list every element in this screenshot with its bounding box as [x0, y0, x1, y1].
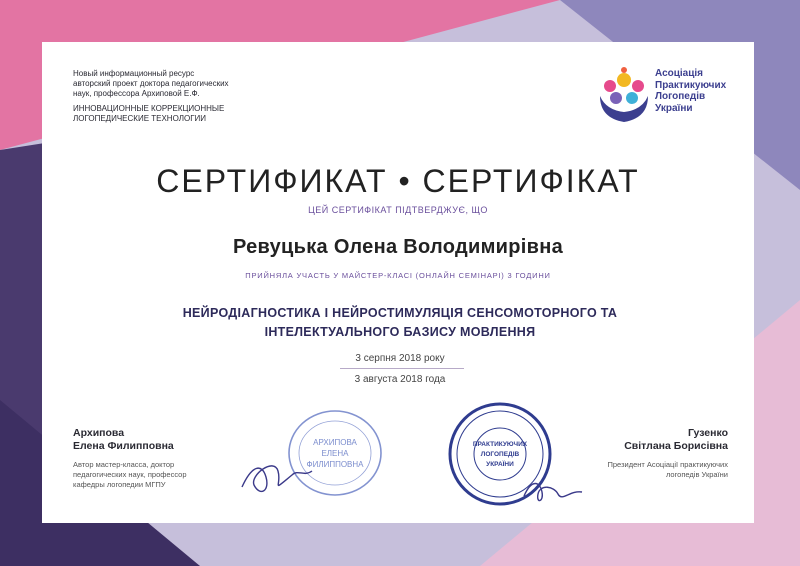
certificate-title: СЕРТИФИКАТ • СЕРТИФІКАТ: [156, 163, 640, 199]
role-line: логопедів України: [665, 470, 728, 479]
signatory-left-role: [73, 460, 253, 490]
signatory-left-name: [73, 427, 253, 453]
date-ukrainian: 3 серпня 2018 року: [355, 353, 445, 364]
recipient-name: Ревуцька Олена Володимирівна: [232, 236, 564, 258]
project-line: авторский проект доктора педагогических: [73, 79, 229, 88]
signatory-right-name: [560, 427, 728, 453]
date-divider: [340, 368, 464, 369]
project-line: Новый информационный ресурс: [73, 69, 195, 78]
certificate-subtitle: ЦЕЙ СЕРТИФІКАТ ПІДТВЕРДЖУЄ, ЩО: [308, 205, 488, 215]
svg-text:ПРАКТИКУЮЧИХ: ПРАКТИКУЮЧИХ: [472, 441, 528, 448]
svg-text:ЛОГОПЕДІВ: ЛОГОПЕДІВ: [480, 451, 520, 458]
stamp-left-icon: [240, 405, 390, 515]
role-line: кафедры логопедии МГПУ: [73, 480, 166, 489]
course-line: НЕЙРОДІАГНОСТИКА І НЕЙРОСТИМУЛЯЦІЯ СЕНСОМОТОРНОГО ТА: [182, 306, 618, 320]
role-line: Автор мастер-класса, доктор: [73, 460, 175, 469]
svg-text:АРХИПОВА: АРХИПОВА: [313, 438, 357, 447]
technology-line: ЛОГОПЕДИЧЕСКИЕ ТЕХНОЛОГИИ: [73, 114, 207, 123]
participation-text: ПРИЙНЯЛА УЧАСТЬ У МАЙСТЕР-КЛАСІ (ОНЛАЙН СЕМІНАРІ) 3 ГОДИНИ: [245, 271, 551, 280]
role-line: педагогических наук, профессор: [73, 470, 187, 479]
name-line: Архипова: [73, 427, 125, 439]
header-project-info: [73, 69, 333, 124]
project-line: наук, профессора Архиповой Е.Ф.: [73, 89, 200, 98]
course-line: ІНТЕЛЕКТУАЛЬНОГО БАЗИСУ МОВЛЕННЯ: [264, 325, 536, 339]
signatory-right-role: [540, 460, 728, 480]
technology-line: ИННОВАЦИОННЫЕ КОРРЕКЦИОННЫЕ: [73, 104, 225, 113]
course-title: [120, 304, 680, 342]
svg-text:УКРАЇНИ: УКРАЇНИ: [486, 461, 514, 468]
name-line: Елена Филипповна: [73, 440, 174, 452]
name-line: Світлана Борисівна: [624, 440, 728, 452]
logo-text: [655, 68, 726, 114]
role-line: Президент Асоціації практикуючих: [607, 460, 728, 469]
logo-line: України: [655, 102, 693, 114]
svg-text:ЕЛЕНА: ЕЛЕНА: [321, 449, 349, 458]
logo-line: Логопедів: [655, 91, 706, 102]
logo-line: Асоціація: [655, 68, 704, 79]
svg-text:ФИЛИППОВНА: ФИЛИППОВНА: [306, 460, 364, 469]
name-line: Гузенко: [687, 427, 728, 439]
date-russian: 3 августа 2018 года: [354, 374, 446, 385]
logo-line: Практикуючих: [655, 79, 727, 91]
